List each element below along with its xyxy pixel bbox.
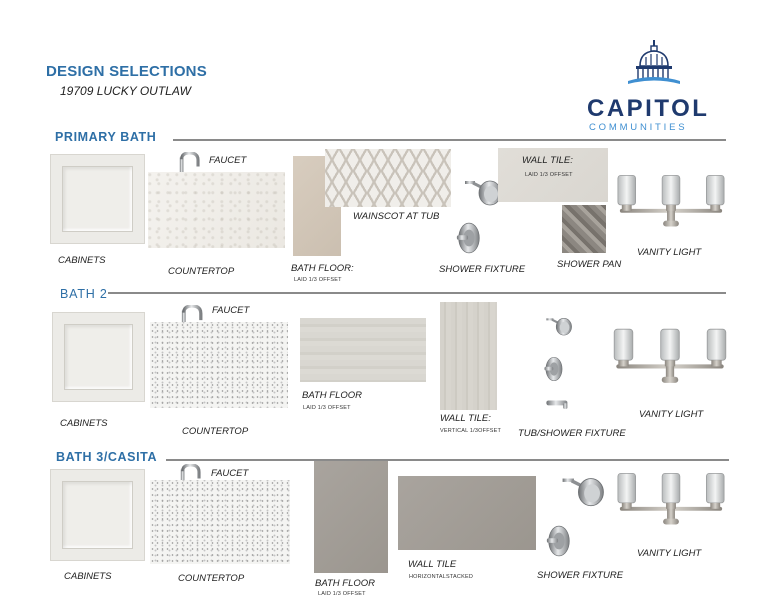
vanity-light-icon (612, 466, 730, 528)
shower-fixture-label: SHOWER FIXTURE (439, 264, 526, 275)
wall-tile-label: WALL TILE: (522, 155, 573, 166)
tub-shower-fixture-label: TUB/SHOWER FIXTURE (518, 428, 626, 439)
vanity-light-label: VANITY LIGHT (637, 247, 702, 258)
bath-floor-note: LAID 1/3 OFFSET (294, 277, 342, 283)
logo-name: CAPITOL (587, 95, 710, 122)
cabinets-label: CABINETS (60, 418, 108, 429)
bath-floor-note: LAID 1/3 OFFSET (303, 405, 351, 411)
shower-head-icon (560, 474, 606, 508)
section-heading-bath-3-casita: BATH 3/CASITA (56, 450, 158, 464)
cabinets-label: CABINETS (64, 571, 112, 582)
countertop-label: COUNTERTOP (178, 573, 245, 584)
section-heading-primary-bath: PRIMARY BATH (55, 130, 157, 144)
section-divider (173, 139, 726, 141)
cabinet-swatch (50, 154, 145, 244)
vanity-light-label: VANITY LIGHT (637, 548, 702, 559)
section-heading-bath-2: BATH 2 (60, 287, 108, 301)
bath-floor-swatch (314, 461, 388, 573)
cabinet-swatch (50, 469, 145, 561)
section-divider (108, 292, 726, 294)
wall-tile-note: HORIZONTALSTACKED (409, 574, 474, 580)
section-divider (166, 459, 729, 461)
bath-floor-label: BATH FLOOR: (291, 263, 354, 274)
vanity-light-icon (608, 322, 732, 386)
faucet-label: FAUCET (212, 305, 250, 316)
bath-floor-swatch (300, 318, 426, 382)
wall-tile-swatch (398, 476, 536, 550)
capitol-dome-icon (624, 40, 684, 96)
wall-tile-label: WALL TILE: (440, 413, 491, 424)
shower-head-icon (463, 177, 503, 207)
company-logo (583, 40, 723, 140)
page-title: DESIGN SELECTIONS (46, 63, 207, 80)
bath-floor-note: LAID 1/3 OFFSET (318, 591, 366, 597)
faucet-label: FAUCET (209, 155, 247, 166)
shower-pan-label: SHOWER PAN (557, 259, 622, 270)
shower-valve-icon (545, 524, 573, 558)
wainscot-swatch (325, 149, 451, 207)
wall-tile-swatch (440, 302, 497, 410)
wall-tile-label: WALL TILE (408, 559, 457, 570)
shower-valve-icon (455, 221, 483, 255)
bath-floor-label: BATH FLOOR (315, 578, 375, 589)
countertop-swatch (148, 172, 285, 248)
vanity-light-icon (612, 168, 730, 230)
cabinet-swatch (52, 312, 145, 402)
tub-spout-icon (545, 396, 573, 412)
countertop-swatch (150, 322, 288, 408)
bath-floor-label: BATH FLOOR (302, 390, 362, 401)
logo-tagline: COMMUNITIES (589, 122, 688, 133)
shower-head-icon (545, 315, 573, 337)
cabinets-label: CABINETS (58, 255, 106, 266)
project-address: 19709 LUCKY OUTLAW (60, 84, 191, 98)
wainscot-label: WAINSCOT AT TUB (353, 211, 440, 222)
countertop-label: COUNTERTOP (182, 426, 249, 437)
shower-fixture-label: SHOWER FIXTURE (537, 570, 624, 581)
tub-valve-icon (543, 355, 565, 383)
wall-tile-note: LAID 1/3 OFFSET (525, 172, 573, 178)
countertop-swatch (150, 480, 290, 564)
vanity-light-label: VANITY LIGHT (639, 409, 704, 420)
wall-tile-note: VERTICAL 1/3OFFSET (440, 428, 502, 434)
countertop-label: COUNTERTOP (168, 266, 235, 277)
faucet-label: FAUCET (211, 468, 249, 479)
shower-pan-swatch (562, 205, 606, 253)
